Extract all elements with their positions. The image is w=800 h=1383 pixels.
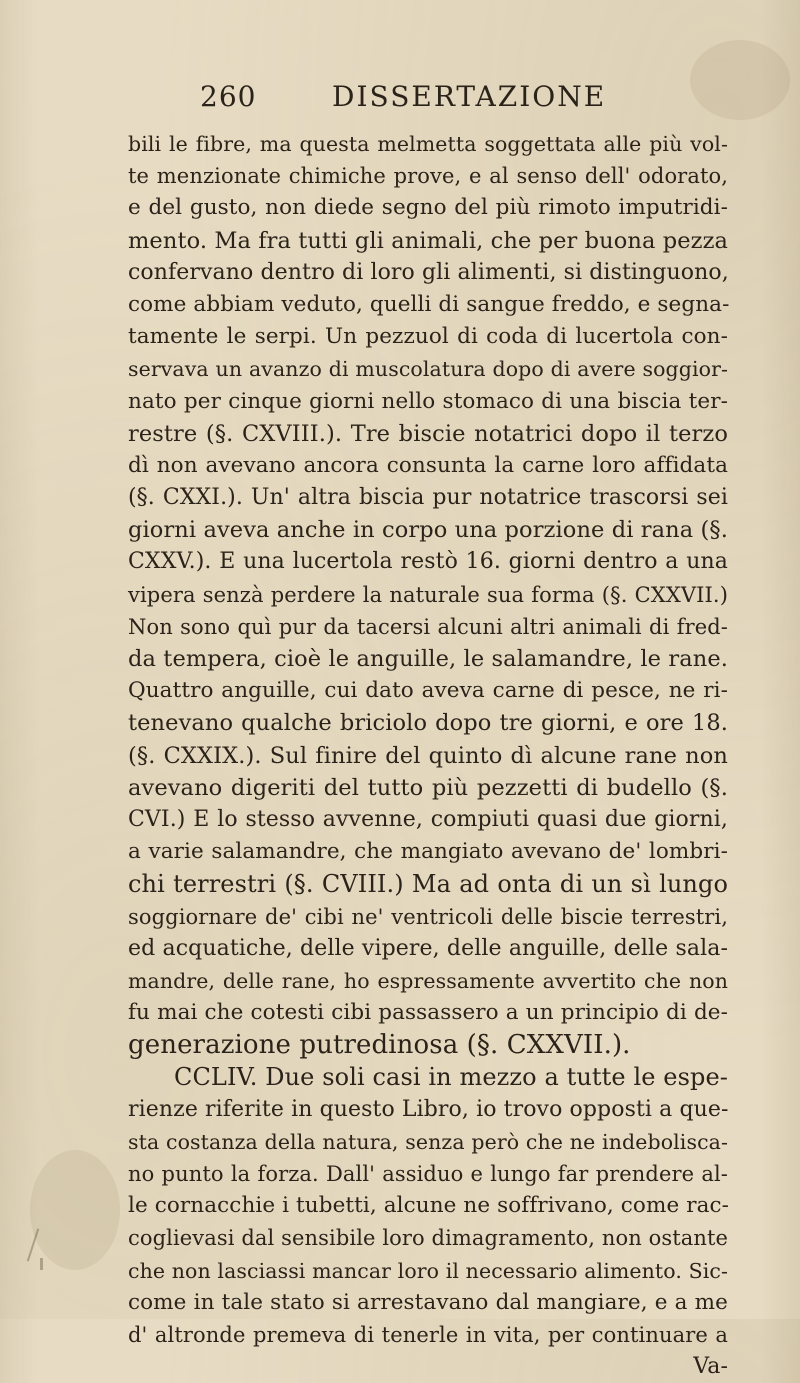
text-line: dì non avevano ancora consunta la carne loro affidata <box>128 452 728 478</box>
text-line: Non sono quì pur da tacersi alcuni altri animali di fred- <box>128 614 728 639</box>
text-line: sta costanza della natura, senza però che ne indebolisca- <box>128 1129 728 1154</box>
text-line: soggiornare de' cibi ne' ventricoli delle biscie terrestri, <box>128 904 728 929</box>
text-line: generazione putredinosa (§. CXXVII.). <box>128 1030 631 1061</box>
text-line: tamente le serpi. Un pezzuol di coda di lucertola con- <box>128 324 728 350</box>
text-line: avevano digeriti del tutto più pezzetti di budello (§. <box>128 774 728 801</box>
text-line: confervano dentro di loro gli alimenti, si distinguono, <box>128 259 729 285</box>
text-line: no punto la forza. Dall' assiduo e lungo far prendere al- <box>128 1162 728 1186</box>
text-line: ed acquatiche, delle vipere, delle anguille, delle sala- <box>128 935 728 961</box>
paper-stain <box>690 40 790 120</box>
text-line: te menzionate chimiche prove, e al senso dell' odorato, <box>128 164 728 189</box>
text-line: CXXV.). E una lucertola restò 16. giorni dentro a una <box>128 549 728 575</box>
text-line: mento. Ma fra tutti gli animali, che per buona pezza <box>128 227 729 254</box>
text-line: come abbiam veduto, quelli di sangue freddo, e segna- <box>128 291 730 317</box>
text-line: tenevano qualche briciolo dopo tre giorni, e ore 18. <box>128 710 728 737</box>
text-line: coglievasi dal sensibile loro dimagramento, non ostante <box>128 1226 729 1251</box>
text-line: chi terrestri (§. CVIII.) Ma ad onta di un sì lungo <box>128 870 728 899</box>
text-line: mandre, delle rane, ho espressamente avvertito che non <box>128 968 728 993</box>
catchword: Va- <box>693 1354 728 1380</box>
text-line: (§. CXXI.). Un' altra biscia pur notatrice trascorsi sei <box>128 485 728 511</box>
text-line: rienze riferite in questo Libro, io trovo opposti a que- <box>128 1096 729 1122</box>
page-header <box>200 80 620 120</box>
text-line: giorni aveva anche in corpo una porzione di rana (§. <box>128 517 728 544</box>
text-line: a varie salamandre, che mangiato avevano de' lombri- <box>128 839 728 865</box>
text-line: Quattro anguille, cui dato aveva carne di pesce, ne ri- <box>128 678 728 704</box>
text-line: nato per cinque giorni nello stomaco di una biscia ter- <box>128 388 728 414</box>
text-line: che non lasciassi mancar loro il necessario alimento. Sic- <box>128 1258 728 1283</box>
text-line: fu mai che cotesti cibi passassero a un principio di de- <box>128 1000 728 1026</box>
paragraph-start-line: CCLIV. Due soli casi in mezzo a tutte le espe- <box>174 1063 728 1092</box>
text-line: d' altronde premeva di tenerle in vita, per continuare a <box>128 1322 728 1347</box>
text-line: bili le fibre, ma questa melmetta soggettata alle più vol- <box>128 132 728 156</box>
running-title: DISSERTAZIONE <box>332 80 607 113</box>
text-line: restre (§. CXVIII.). Tre biscie notatrici dopo il terzo <box>128 420 728 447</box>
text-line: (§. CXXIX.). Sul finire del quinto dì alcune rane non <box>128 742 728 769</box>
body-text <box>128 128 728 1383</box>
text-line: CVI.) E lo stesso avvenne, compiuti quasi due giorni, <box>128 806 728 832</box>
text-line: come in tale stato si arrestavano dal mangiare, e a me <box>128 1289 728 1315</box>
text-line: vipera senzà perdere la naturale sua forma (§. CXXVII.) <box>128 582 728 607</box>
paper-stain <box>30 1150 120 1270</box>
margin-mark <box>40 1258 43 1270</box>
text-line: da tempera, cioè le anguille, le salamandre, le rane. <box>128 646 728 672</box>
page-number: 260 <box>200 80 257 113</box>
text-line: le cornacchie i tubetti, alcune ne soffrivano, come rac- <box>128 1193 730 1219</box>
text-line: servava un avanzo di muscolatura dopo di avere soggior- <box>128 357 728 382</box>
text-line: e del gusto, non diede segno del più rimoto imputridi- <box>128 195 728 221</box>
